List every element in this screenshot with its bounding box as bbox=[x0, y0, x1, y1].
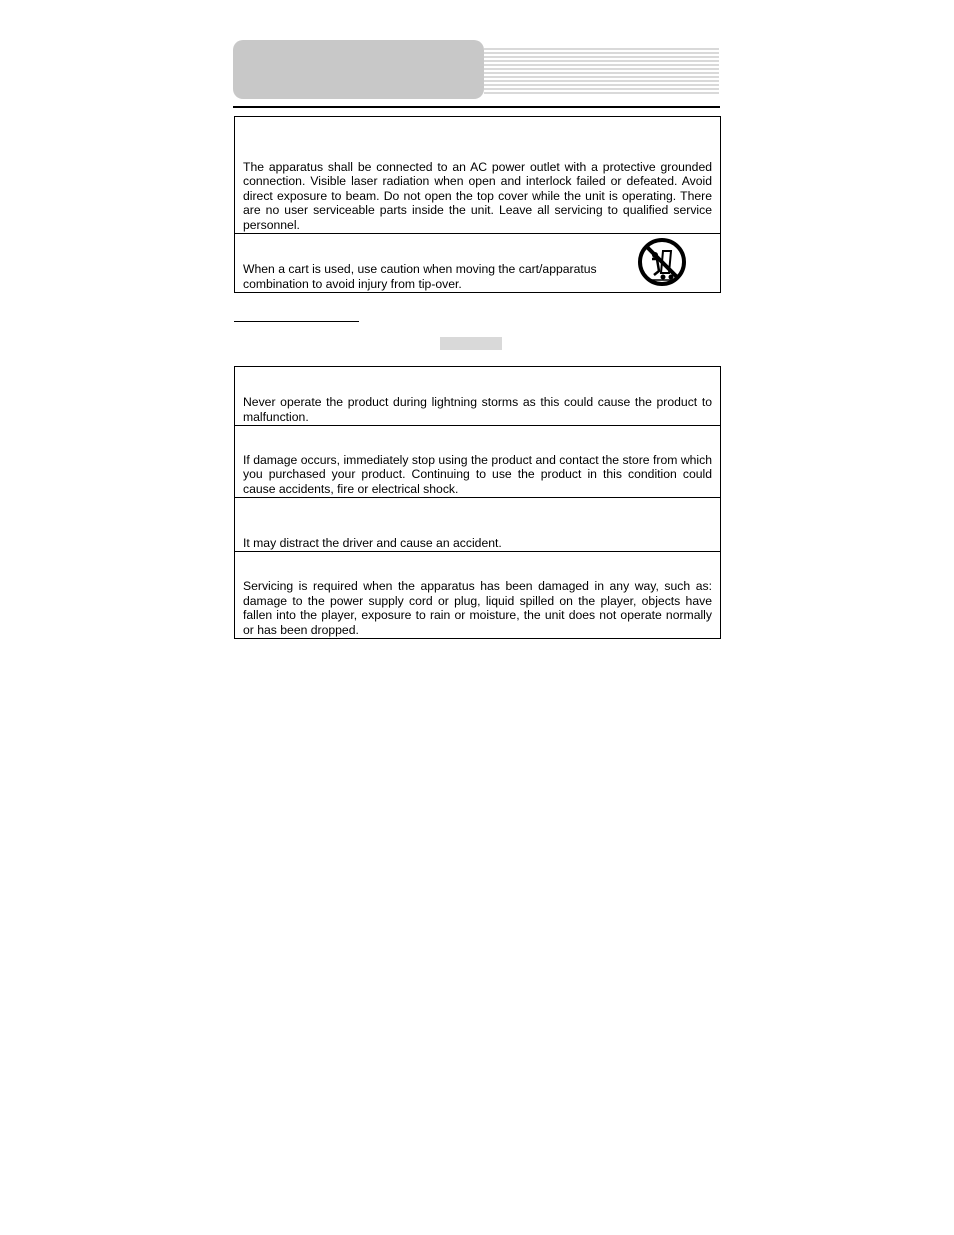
safety-item-driver bbox=[235, 497, 720, 551]
safety-item-servicing bbox=[235, 551, 720, 638]
safety-item-grounding bbox=[235, 117, 720, 233]
section-divider bbox=[234, 321, 359, 322]
safety-box-2 bbox=[234, 366, 721, 639]
no-cart-tip-over-icon bbox=[637, 237, 687, 287]
safety-item-text: Never operate the product during lightning storms as this could cause the product to malfunction. bbox=[243, 395, 712, 424]
safety-item-text: If damage occurs, immediately stop using the product and contact the store from which you purchased your product. Continuing to use the product in this condition could cause accidents, fire or electrical shock. bbox=[243, 452, 712, 496]
safety-item-text: Servicing is required when the apparatus has been damaged in any way, such as: damage to the power supply cord or plug, liquid spilled on the player, objects have fallen into the player, exposure to rain or moisture, the unit does not operate normally or has been dropped. bbox=[243, 579, 712, 637]
header-stripes bbox=[484, 48, 719, 95]
safety-item-text: The apparatus shall be connected to an AC power outlet with a protective grounded connection. Visible laser radiation when open and interlock failed or defeated. Avoid direct exposure to beam. Do not open the top cover while the unit is operating. There are no user serviceable parts inside the unit. Leave all servicing to qualified service personnel. bbox=[243, 159, 712, 232]
header-tab bbox=[233, 40, 484, 99]
header-divider bbox=[233, 106, 720, 108]
safety-item-damage bbox=[235, 425, 720, 497]
safety-box-1 bbox=[234, 116, 721, 293]
safety-item-text: It may distract the driver and cause an accident. bbox=[243, 535, 502, 550]
safety-item-lightning bbox=[235, 367, 720, 425]
section-label-box bbox=[440, 337, 502, 350]
safety-item-cart bbox=[235, 233, 720, 292]
safety-item-text: When a cart is used, use caution when moving the cart/apparatus combination to avoid injury from tip-over. bbox=[243, 262, 597, 291]
